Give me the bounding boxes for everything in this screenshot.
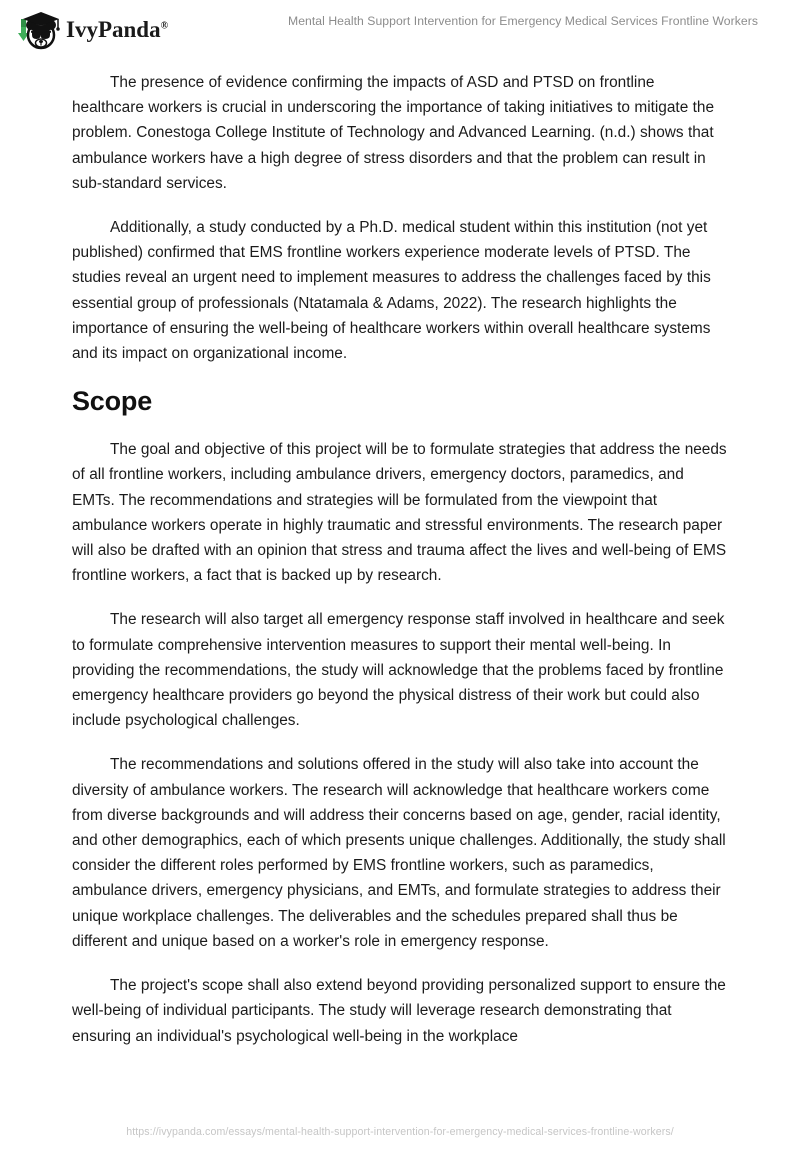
source-url[interactable]: https://ivypanda.com/essays/mental-health-support-intervention-for-emergency-medical-services-frontline-workers/ (126, 1126, 674, 1138)
registered-mark: ® (160, 19, 169, 31)
brand-name-text: IvyPanda (66, 16, 161, 42)
paragraph: The presence of evidence confirming the impacts of ASD and PTSD on frontline healthcare workers is crucial in underscoring the importance of taking initiatives to mitigate the problem. Conestoga College Institute of Technology and Advanced Learning. (n.d.) shows that ambulance workers have a high degree of stress disorders and that the problem can result in sub-standard services. (72, 74, 715, 192)
page-footer (0, 1122, 800, 1140)
section-heading-scope: Scope (72, 386, 153, 417)
paragraph: Additionally, a study conducted by a Ph.D. medical student within this institution (not yet published) confirmed that EMS frontline workers experience moderate levels of PTSD. The studies reveal an urgent need to implement measures to address the challenges faced by this essential group of professionals (Ntatamala & Adams, 2022). The research highlights the importance of ensuring the well-being of healthcare workers within overall healthcare systems and its impact on organizational income. (72, 219, 711, 363)
panda-graduate-logo-icon (14, 7, 60, 51)
document-body (72, 70, 730, 1049)
paragraph: The goal and objective of this project will be to formulate strategies that address the needs of all frontline workers, including ambulance drivers, emergency doctors, paramedics, and EMTs. The recommendations and strategies will be formulated from the viewpoint that ambulance workers operate in highly traumatic and stressful environments. The research paper will also be drafted with an opinion that stress and trauma affect the lives and well-being of EMS frontline workers, a fact that is backed up by research. (72, 441, 727, 585)
paragraph: The project's scope shall also extend beyond providing personalized support to ensure the well-being of individual participants. The study will leverage research demonstrating that ensuring an individual's psychological well-being in the workplace (72, 977, 726, 1045)
brand-wordmark (66, 18, 168, 41)
paragraph: The recommendations and solutions offered in the study will also take into account the diversity of ambulance workers. The research will acknowledge that healthcare workers come from diverse backgrounds and will address their concerns based on age, gender, racial identity, and other demographics, each of which presents unique challenges. Additionally, the study shall consider the different roles performed by EMS frontline workers, such as paramedics, ambulance drivers, emergency physicians, and EMTs, and formulate strategies to address their unique workplace challenges. The deliverables and the schedules prepared shall thus be different and unique based on a worker's role in emergency response. (72, 756, 726, 950)
brand-logo[interactable] (14, 6, 168, 52)
running-title: Mental Health Support Intervention for Emergency Medical Services Frontline Workers (288, 14, 758, 28)
page-header (0, 0, 800, 58)
paragraph: The research will also target all emergency response staff involved in healthcare and seek to formulate comprehensive intervention measures to support their mental well-being. In providing the recommendations, the study will acknowledge that the problems faced by frontline emergency healthcare providers go beyond the physical distress of their work but could also include psychological challenges. (72, 611, 725, 730)
